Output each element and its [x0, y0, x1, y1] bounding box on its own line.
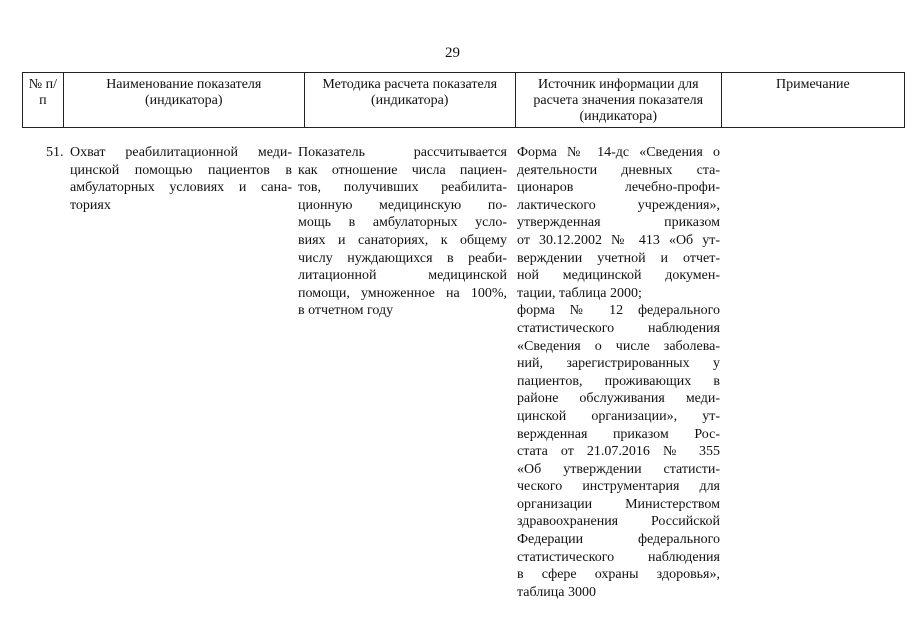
source-line: статистического наблюдения — [517, 549, 720, 565]
source-line: цинской организации», ут- — [517, 408, 720, 424]
method-line: мощь в амбулаторных усло- — [298, 215, 507, 231]
calculation-method — [298, 144, 507, 320]
method-line: ционную медицинскую по- — [298, 197, 507, 213]
source-line: стата от 21.07.2016 № 355 — [517, 444, 720, 460]
source-line: пациентов, проживающих в — [517, 373, 720, 389]
header-col-note: Примечание — [721, 73, 904, 128]
header-col-source: Источник информации для расчета значения показателя (индикатора) — [515, 73, 721, 128]
table-header — [22, 72, 905, 128]
method-line: числу нуждающихся в реаби- — [298, 250, 507, 266]
source-line: вержденная приказом Рос- — [517, 426, 720, 442]
source-line: таблица 3000 — [517, 584, 596, 600]
source-line: «Сведения о числе заболева- — [517, 338, 720, 354]
source-line: Федерации федерального — [517, 532, 720, 548]
method-line: помощи, умноженное на 100%, — [298, 285, 507, 301]
source-line: ческого инструментария для — [517, 479, 720, 495]
method-line: литационной медицинской — [298, 268, 507, 284]
source-line: от 30.12.2002 № 413 «Об ут- — [517, 232, 720, 248]
indicator-name — [70, 144, 292, 214]
source-line: организации Министерством — [517, 496, 720, 512]
source-line: тации, таблица 2000; — [517, 285, 642, 301]
source-line: форма № 12 федерального — [517, 303, 720, 319]
method-line: в отчетном году — [298, 303, 394, 319]
indicator-name-line: ториях — [70, 197, 111, 213]
header-col-number: № п/п — [23, 73, 64, 128]
source-line: ционаров лечебно-профи- — [517, 180, 720, 196]
header-col-method: Методика расчета показателя (индикатора) — [304, 73, 515, 128]
header-col-indicator-name: Наименование показателя (индикатора) — [63, 73, 304, 128]
source-line: деятельности дневных ста- — [517, 162, 720, 178]
information-source — [517, 144, 720, 601]
source-line: «Об утверждении статисти- — [517, 461, 720, 477]
header-row — [23, 73, 905, 128]
indicator-name-line: амбулаторных условиях и сана- — [70, 180, 292, 196]
source-line: в сфере охраны здоровья», — [517, 567, 720, 583]
method-line: как отношение числа пациен- — [298, 162, 507, 178]
source-line: утвержденная приказом — [517, 215, 720, 231]
method-line: тов, получивших реабилита- — [298, 180, 507, 196]
source-line: лактического учреждения», — [517, 197, 720, 213]
source-line: верждении учетной и отчет- — [517, 250, 720, 266]
source-line: ной медицинской докумен- — [517, 268, 720, 284]
page-number: 29 — [445, 45, 460, 61]
method-line: виях и санаториях, к общему — [298, 232, 507, 248]
method-line: Показатель рассчитывается — [298, 145, 507, 160]
indicator-name-line: цинской помощью пациентов в — [70, 162, 292, 178]
source-line: ний, зарегистрированных у — [517, 356, 720, 372]
source-line: районе обслуживания меди- — [517, 391, 720, 407]
source-line: статистического наблюдения — [517, 320, 720, 336]
row-number: 51. — [46, 145, 64, 160]
source-line: Форма № 14-дс «Сведения о — [517, 145, 720, 160]
indicator-name-line: Охват реабилитационной меди- — [70, 145, 292, 160]
source-line: здравоохранения Российской — [517, 514, 720, 530]
